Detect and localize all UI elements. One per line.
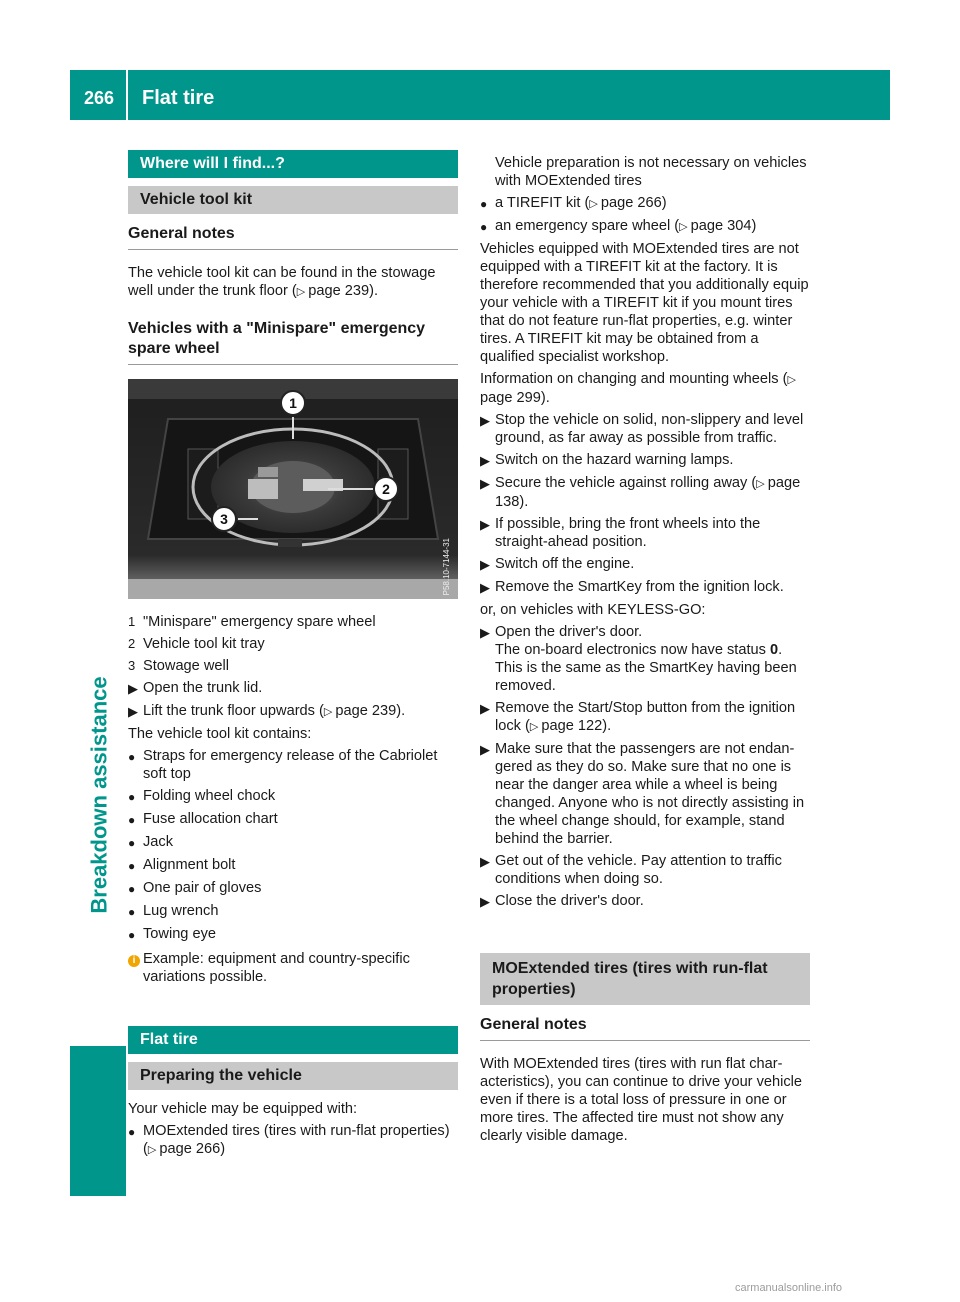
step-item: ▶ Secure the vehicle against rolling away (▷ page 138). xyxy=(480,475,801,510)
section-tab-marker xyxy=(70,1046,126,1196)
legend-item: 3 Stowage well xyxy=(128,658,229,674)
step-arrow-icon: ▶ xyxy=(128,704,138,719)
equipped-intro: Your vehicle may be equipped with: xyxy=(128,1101,358,1117)
page-ref-arrow-icon: ▷ xyxy=(529,721,542,733)
step-item: ▶ Switch off the engine. xyxy=(480,556,635,572)
trunk-stowage-figure xyxy=(128,379,458,599)
list-item: ● an emergency spare wheel (▷ page 304) xyxy=(480,218,757,234)
moextended-banner: MOExtended tires (tires with run-flat properties) xyxy=(480,953,810,1005)
footer-watermark: carmanualsonline.info xyxy=(735,1282,843,1294)
info-note: i Example: equipment and country-specific variations possible. xyxy=(128,950,458,986)
continued-text: Vehicle preparation is not necessary on vehicles with MOExtended tires xyxy=(495,155,807,189)
bullet-icon: ● xyxy=(128,836,136,850)
list-item: ● Folding wheel chock xyxy=(128,788,276,804)
step-arrow-icon: ▶ xyxy=(480,557,490,572)
bullet-icon: ● xyxy=(128,1125,136,1139)
list-item: ● Towing eye xyxy=(128,926,217,942)
step-item: ▶ Open the trunk lid. xyxy=(128,680,263,696)
step-item: ▶ Make sure that the passengers are not endangered as they do so. Make sure that no one is near the danger area while a wheel is being changed. Anyone who is not directly assisting in the wheel change should, for example, stand behind the barrier. xyxy=(480,741,805,847)
list-item: ● a TIREFIT kit (▷ page 266) xyxy=(480,195,667,211)
list-item: ● Fuse allocation chart xyxy=(128,811,278,827)
page-ref-arrow-icon: ▷ xyxy=(147,1144,160,1156)
legend-item: 1 "Minispare" emergency spare wheel xyxy=(128,614,376,630)
page-ref-arrow-icon: ▷ xyxy=(589,198,601,210)
step-item: ▶ If possible, bring the front wheels into the straight-ahead position. xyxy=(480,516,761,550)
wheel-info-paragraph: Information on changing and mounting wheels (▷ page 299). xyxy=(480,371,796,406)
step-item: ▶ Get out of the vehicle. Pay attention to traffic conditions when doing so. xyxy=(480,853,782,887)
step-arrow-icon: ▶ xyxy=(480,701,490,716)
spare-wheel-illustration xyxy=(128,379,458,599)
step-arrow-icon: ▶ xyxy=(480,453,490,468)
bullet-icon: ● xyxy=(480,220,488,234)
page-ref-link[interactable]: page 239 xyxy=(335,703,397,719)
moextended-paragraph: Vehicles equipped with MOExtended tires are not equipped with a TIREFIT kit at the factory. It is therefore recommended that you additionally equip your vehicle with a TIREFIT kit if you mount tires that do not feature run-flat properties, e.g. winter tires. A TIREFIT kit may be obtained from a qualified specialist workshop. xyxy=(480,241,809,365)
list-item: ● Straps for emergency release of the Cabriolet soft top xyxy=(128,748,438,782)
bullet-icon: ● xyxy=(128,859,136,873)
section-tab-label: Breakdown assistance xyxy=(87,676,113,914)
status-value: 0 xyxy=(770,642,779,658)
page-ref-link[interactable]: page 304 xyxy=(690,218,752,234)
step-item: ▶ Remove the Start/Stop button from the ignition lock (▷ page 122). xyxy=(480,700,796,734)
list-item: ● Lug wrench xyxy=(128,903,219,919)
page-ref-arrow-icon: ▷ xyxy=(787,374,796,386)
right-column xyxy=(480,154,810,1149)
page-ref-arrow-icon: ▷ xyxy=(296,286,309,298)
legend-item: 2 Vehicle tool kit tray xyxy=(128,636,265,652)
callout-2: 2 xyxy=(382,481,390,497)
list-item: ● One pair of gloves xyxy=(128,880,262,896)
step-arrow-icon: ▶ xyxy=(480,580,490,595)
step-item: ▶ Stop the vehicle on solid, non-slippery and level ground, as far away as possible from traffic. xyxy=(480,412,804,446)
figure-code: P58.10-7144-31 xyxy=(442,537,451,595)
minispare-heading: Vehicles with a "Minispare" emergency spare wheel xyxy=(128,319,458,365)
step-item: ▶ Close the driver's door. xyxy=(480,893,644,909)
step-item: ▶ Switch on the hazard warning lamps. xyxy=(480,452,734,468)
step-arrow-icon: ▶ xyxy=(128,681,138,696)
left-column xyxy=(128,150,458,1163)
page-ref-link[interactable]: page 266 xyxy=(159,1141,221,1157)
flat-tire-banner: Flat tire xyxy=(128,1026,458,1054)
step-arrow-icon: ▶ xyxy=(480,413,490,428)
general-notes-text: The vehicle tool kit can be found in the stowage well under the trunk floor (▷ page 239). xyxy=(128,265,436,299)
step-item: ▶ Lift the trunk floor upwards (▷ page 239). xyxy=(128,703,406,719)
step-arrow-icon: ▶ xyxy=(480,625,490,640)
bullet-icon: ● xyxy=(128,905,136,919)
list-item: ● MOExtended tires (tires with run-flat properties) (▷ page 266) xyxy=(128,1123,450,1157)
list-item: ● Jack xyxy=(128,834,174,850)
step-item: ▶ Open the driver's door. The on-board electronics now have status 0. This is the same as the SmartKey having been removed. xyxy=(480,624,797,694)
callout-3: 3 xyxy=(220,511,228,527)
keyless-intro: or, on vehicles with KEYLESS-GO: xyxy=(480,602,706,618)
page-ref-arrow-icon: ▷ xyxy=(323,706,336,718)
general-notes-text: With MOExtended tires (tires with run flat characteristics), you can continue to drive your vehicle even if there is a total loss of pressure in one or more tires. The affected tire must not show any clearly visible damage. xyxy=(480,1056,803,1144)
callout-1: 1 xyxy=(289,395,297,411)
where-banner: Where will I find...? xyxy=(128,150,458,178)
page-ref-link[interactable]: page 239 xyxy=(308,283,370,299)
page-ref-arrow-icon: ▷ xyxy=(756,478,768,490)
bullet-icon: ● xyxy=(128,928,136,942)
bullet-icon: ● xyxy=(480,197,488,211)
general-notes-heading: General notes xyxy=(128,224,458,250)
page-ref-link[interactable]: page 122 xyxy=(541,718,603,734)
contains-intro: The vehicle tool kit contains: xyxy=(128,726,312,742)
bullet-icon: ● xyxy=(128,750,136,764)
page-ref-link[interactable]: page 299 xyxy=(480,390,541,406)
step-arrow-icon: ▶ xyxy=(480,854,490,869)
bullet-icon: ● xyxy=(128,882,136,896)
page-ref-arrow-icon: ▷ xyxy=(679,221,691,233)
bullet-icon: ● xyxy=(128,813,136,827)
page-ref-link[interactable]: page 138 xyxy=(495,475,801,510)
page-ref-link[interactable]: page 266 xyxy=(600,195,662,211)
step-arrow-icon: ▶ xyxy=(480,742,490,757)
step-item: ▶ Remove the SmartKey from the ignition lock. xyxy=(480,579,784,595)
page-title: Flat tire xyxy=(128,70,890,120)
step-arrow-icon: ▶ xyxy=(480,894,490,909)
general-notes-heading: General notes xyxy=(480,1015,810,1041)
page-number: 266 xyxy=(70,70,126,120)
preparing-banner: Preparing the vehicle xyxy=(128,1062,458,1090)
step-arrow-icon: ▶ xyxy=(480,476,490,491)
info-icon: i xyxy=(128,950,143,986)
toolkit-banner: Vehicle tool kit xyxy=(128,186,458,214)
section-tab xyxy=(75,555,125,1035)
bullet-icon: ● xyxy=(128,790,136,804)
list-item: ● Alignment bolt xyxy=(128,857,236,873)
step-arrow-icon: ▶ xyxy=(480,517,490,532)
